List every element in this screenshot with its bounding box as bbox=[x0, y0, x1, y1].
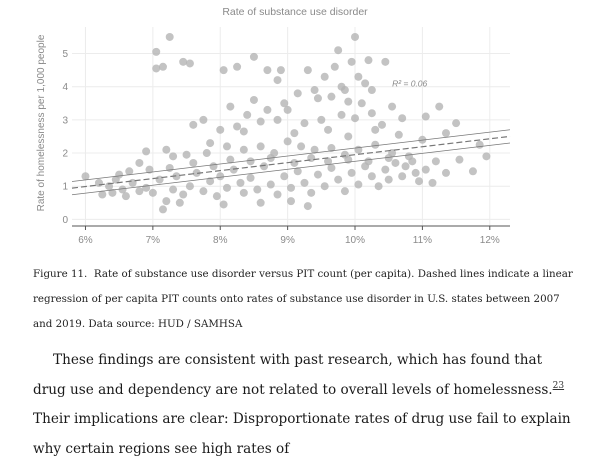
data-point bbox=[210, 162, 218, 170]
data-point bbox=[142, 184, 150, 192]
data-point bbox=[274, 190, 282, 198]
data-point bbox=[166, 164, 174, 172]
data-point bbox=[257, 199, 265, 207]
data-point bbox=[304, 66, 312, 74]
data-point bbox=[179, 190, 187, 198]
data-point bbox=[452, 119, 460, 127]
data-point bbox=[152, 64, 160, 72]
data-point bbox=[159, 205, 167, 213]
data-point bbox=[162, 197, 170, 205]
data-point bbox=[243, 111, 251, 119]
data-point bbox=[368, 86, 376, 94]
data-point bbox=[223, 184, 231, 192]
data-point bbox=[324, 126, 332, 134]
data-point bbox=[199, 116, 207, 124]
data-point bbox=[415, 177, 423, 185]
data-point bbox=[348, 169, 356, 177]
data-point bbox=[274, 116, 282, 124]
data-point bbox=[156, 176, 164, 184]
data-point bbox=[378, 121, 386, 129]
data-point bbox=[371, 126, 379, 134]
data-point bbox=[169, 152, 177, 160]
data-point bbox=[354, 73, 362, 81]
x-tick-label: 10% bbox=[345, 235, 366, 246]
data-point bbox=[226, 103, 234, 111]
data-point bbox=[311, 86, 319, 94]
data-point bbox=[300, 179, 308, 187]
data-point bbox=[391, 159, 399, 167]
data-point bbox=[344, 98, 352, 106]
data-point bbox=[277, 66, 285, 74]
chart-title: Rate of substance use disorder bbox=[222, 6, 368, 18]
data-point bbox=[388, 103, 396, 111]
y-tick-label: 5 bbox=[62, 49, 68, 61]
data-point bbox=[95, 179, 103, 187]
data-point bbox=[216, 126, 224, 134]
r-squared-annotation: R² = 0.06 bbox=[392, 78, 428, 89]
y-tick-label: 3 bbox=[62, 115, 68, 127]
data-point bbox=[455, 156, 463, 164]
data-point bbox=[422, 113, 430, 121]
data-point bbox=[321, 73, 329, 81]
data-point bbox=[290, 129, 298, 137]
data-point bbox=[250, 96, 258, 104]
data-point bbox=[189, 121, 197, 129]
data-point bbox=[408, 157, 416, 165]
data-point bbox=[240, 146, 248, 154]
data-point bbox=[317, 116, 325, 124]
data-point bbox=[432, 157, 440, 165]
data-point bbox=[469, 167, 477, 175]
data-point bbox=[297, 142, 305, 150]
data-point bbox=[263, 106, 271, 114]
data-point bbox=[381, 166, 389, 174]
caption-label: Figure 11. bbox=[33, 268, 88, 280]
data-point bbox=[122, 192, 130, 200]
data-point bbox=[250, 53, 258, 61]
data-point bbox=[186, 182, 194, 190]
data-point bbox=[344, 132, 352, 140]
data-point bbox=[233, 63, 241, 71]
data-point bbox=[375, 182, 383, 190]
data-point bbox=[354, 181, 362, 189]
data-point bbox=[162, 146, 170, 154]
data-point bbox=[334, 46, 342, 54]
data-point bbox=[199, 187, 207, 195]
x-tick-label: 7% bbox=[145, 235, 161, 246]
data-point bbox=[300, 119, 308, 127]
data-point bbox=[152, 48, 160, 56]
data-point bbox=[398, 172, 406, 180]
data-point bbox=[334, 176, 342, 184]
body-paragraph: These findings are consistent with past research, which has found that drug use and dependency are not related to overall levels of homelessness.$^{23}$ Their implications are clear: Disproportionate rates of drug use fail to explain why certain regions see high rates of bbox=[33, 352, 571, 457]
data-point bbox=[179, 58, 187, 66]
data-point bbox=[338, 111, 346, 119]
data-point bbox=[240, 127, 248, 135]
data-point bbox=[267, 181, 275, 189]
y-tick-labels bbox=[62, 49, 68, 226]
x-tick-label: 6% bbox=[78, 235, 93, 246]
data-point bbox=[166, 33, 174, 41]
data-point bbox=[186, 59, 194, 67]
figure-caption bbox=[33, 262, 573, 337]
data-point bbox=[341, 86, 349, 94]
data-point bbox=[253, 186, 261, 194]
data-point bbox=[361, 79, 369, 87]
data-point bbox=[412, 169, 420, 177]
data-point bbox=[203, 149, 211, 157]
data-point bbox=[371, 141, 379, 149]
data-point bbox=[442, 129, 450, 137]
data-point bbox=[274, 76, 282, 84]
data-point bbox=[236, 179, 244, 187]
data-point bbox=[321, 182, 329, 190]
data-point bbox=[307, 189, 315, 197]
data-point bbox=[429, 179, 437, 187]
data-point bbox=[402, 162, 410, 170]
x-tick-label: 12% bbox=[479, 235, 500, 246]
y-axis-label: Rate of homelessness per 1,000 people bbox=[36, 34, 47, 212]
data-point bbox=[183, 151, 191, 159]
data-point bbox=[314, 171, 322, 179]
data-point bbox=[368, 109, 376, 117]
footnote-link-23[interactable]: 23 bbox=[552, 380, 565, 391]
data-point bbox=[351, 114, 359, 122]
data-point bbox=[354, 146, 362, 154]
data-point bbox=[176, 199, 184, 207]
data-point bbox=[294, 89, 302, 97]
data-point bbox=[364, 56, 372, 64]
data-point bbox=[233, 123, 241, 131]
data-point bbox=[142, 147, 150, 155]
data-point bbox=[385, 176, 393, 184]
data-point bbox=[287, 197, 295, 205]
x-tick-label: 11% bbox=[412, 235, 433, 246]
data-point bbox=[247, 174, 255, 182]
data-point bbox=[331, 63, 339, 71]
data-point bbox=[358, 99, 366, 107]
gridlines bbox=[72, 27, 510, 226]
data-point bbox=[284, 137, 292, 145]
x-tick-label: 9% bbox=[280, 235, 295, 246]
data-point bbox=[307, 154, 315, 162]
data-point bbox=[341, 187, 349, 195]
data-point bbox=[257, 118, 265, 126]
y-tick-label: 0 bbox=[62, 214, 68, 226]
data-point bbox=[280, 172, 288, 180]
data-point bbox=[422, 166, 430, 174]
data-point bbox=[368, 172, 376, 180]
y-tick-label: 2 bbox=[62, 148, 68, 160]
data-point bbox=[216, 172, 224, 180]
data-point bbox=[304, 202, 312, 210]
data-point bbox=[351, 33, 359, 41]
data-point bbox=[287, 184, 295, 192]
data-point bbox=[220, 200, 228, 208]
x-tick-labels bbox=[78, 226, 500, 246]
data-point bbox=[435, 103, 443, 111]
data-point bbox=[240, 189, 248, 197]
data-point bbox=[223, 142, 231, 150]
data-point bbox=[220, 66, 228, 74]
data-point bbox=[398, 114, 406, 122]
data-point bbox=[257, 142, 265, 150]
data-point bbox=[169, 186, 177, 194]
caption-text: Rate of substance use disorder versus PIT count (per capita). Dashed lines indicate a linear regression of per capita PIT counts onto rates of substance use disorder in U.S. states between 2007 and 2019. Data source: HUD / SAMHSA bbox=[33, 268, 573, 330]
x-tick-label: 8% bbox=[213, 235, 228, 246]
data-point bbox=[213, 192, 221, 200]
data-point bbox=[442, 169, 450, 177]
data-point bbox=[348, 58, 356, 66]
data-point bbox=[314, 94, 322, 102]
data-point bbox=[247, 157, 255, 165]
data-point bbox=[149, 189, 157, 197]
y-tick-label: 4 bbox=[62, 82, 68, 94]
data-point bbox=[364, 157, 372, 165]
y-tick-label: 1 bbox=[62, 181, 68, 193]
data-point bbox=[284, 106, 292, 114]
data-point bbox=[135, 159, 143, 167]
data-point bbox=[381, 58, 389, 66]
data-point bbox=[206, 139, 214, 147]
data-point bbox=[290, 159, 298, 167]
data-point bbox=[189, 159, 197, 167]
data-point bbox=[482, 152, 490, 160]
data-point bbox=[263, 66, 271, 74]
data-point bbox=[327, 93, 335, 101]
data-point bbox=[476, 141, 484, 149]
data-point bbox=[81, 172, 89, 180]
data-point bbox=[395, 131, 403, 139]
data-point bbox=[159, 63, 167, 71]
